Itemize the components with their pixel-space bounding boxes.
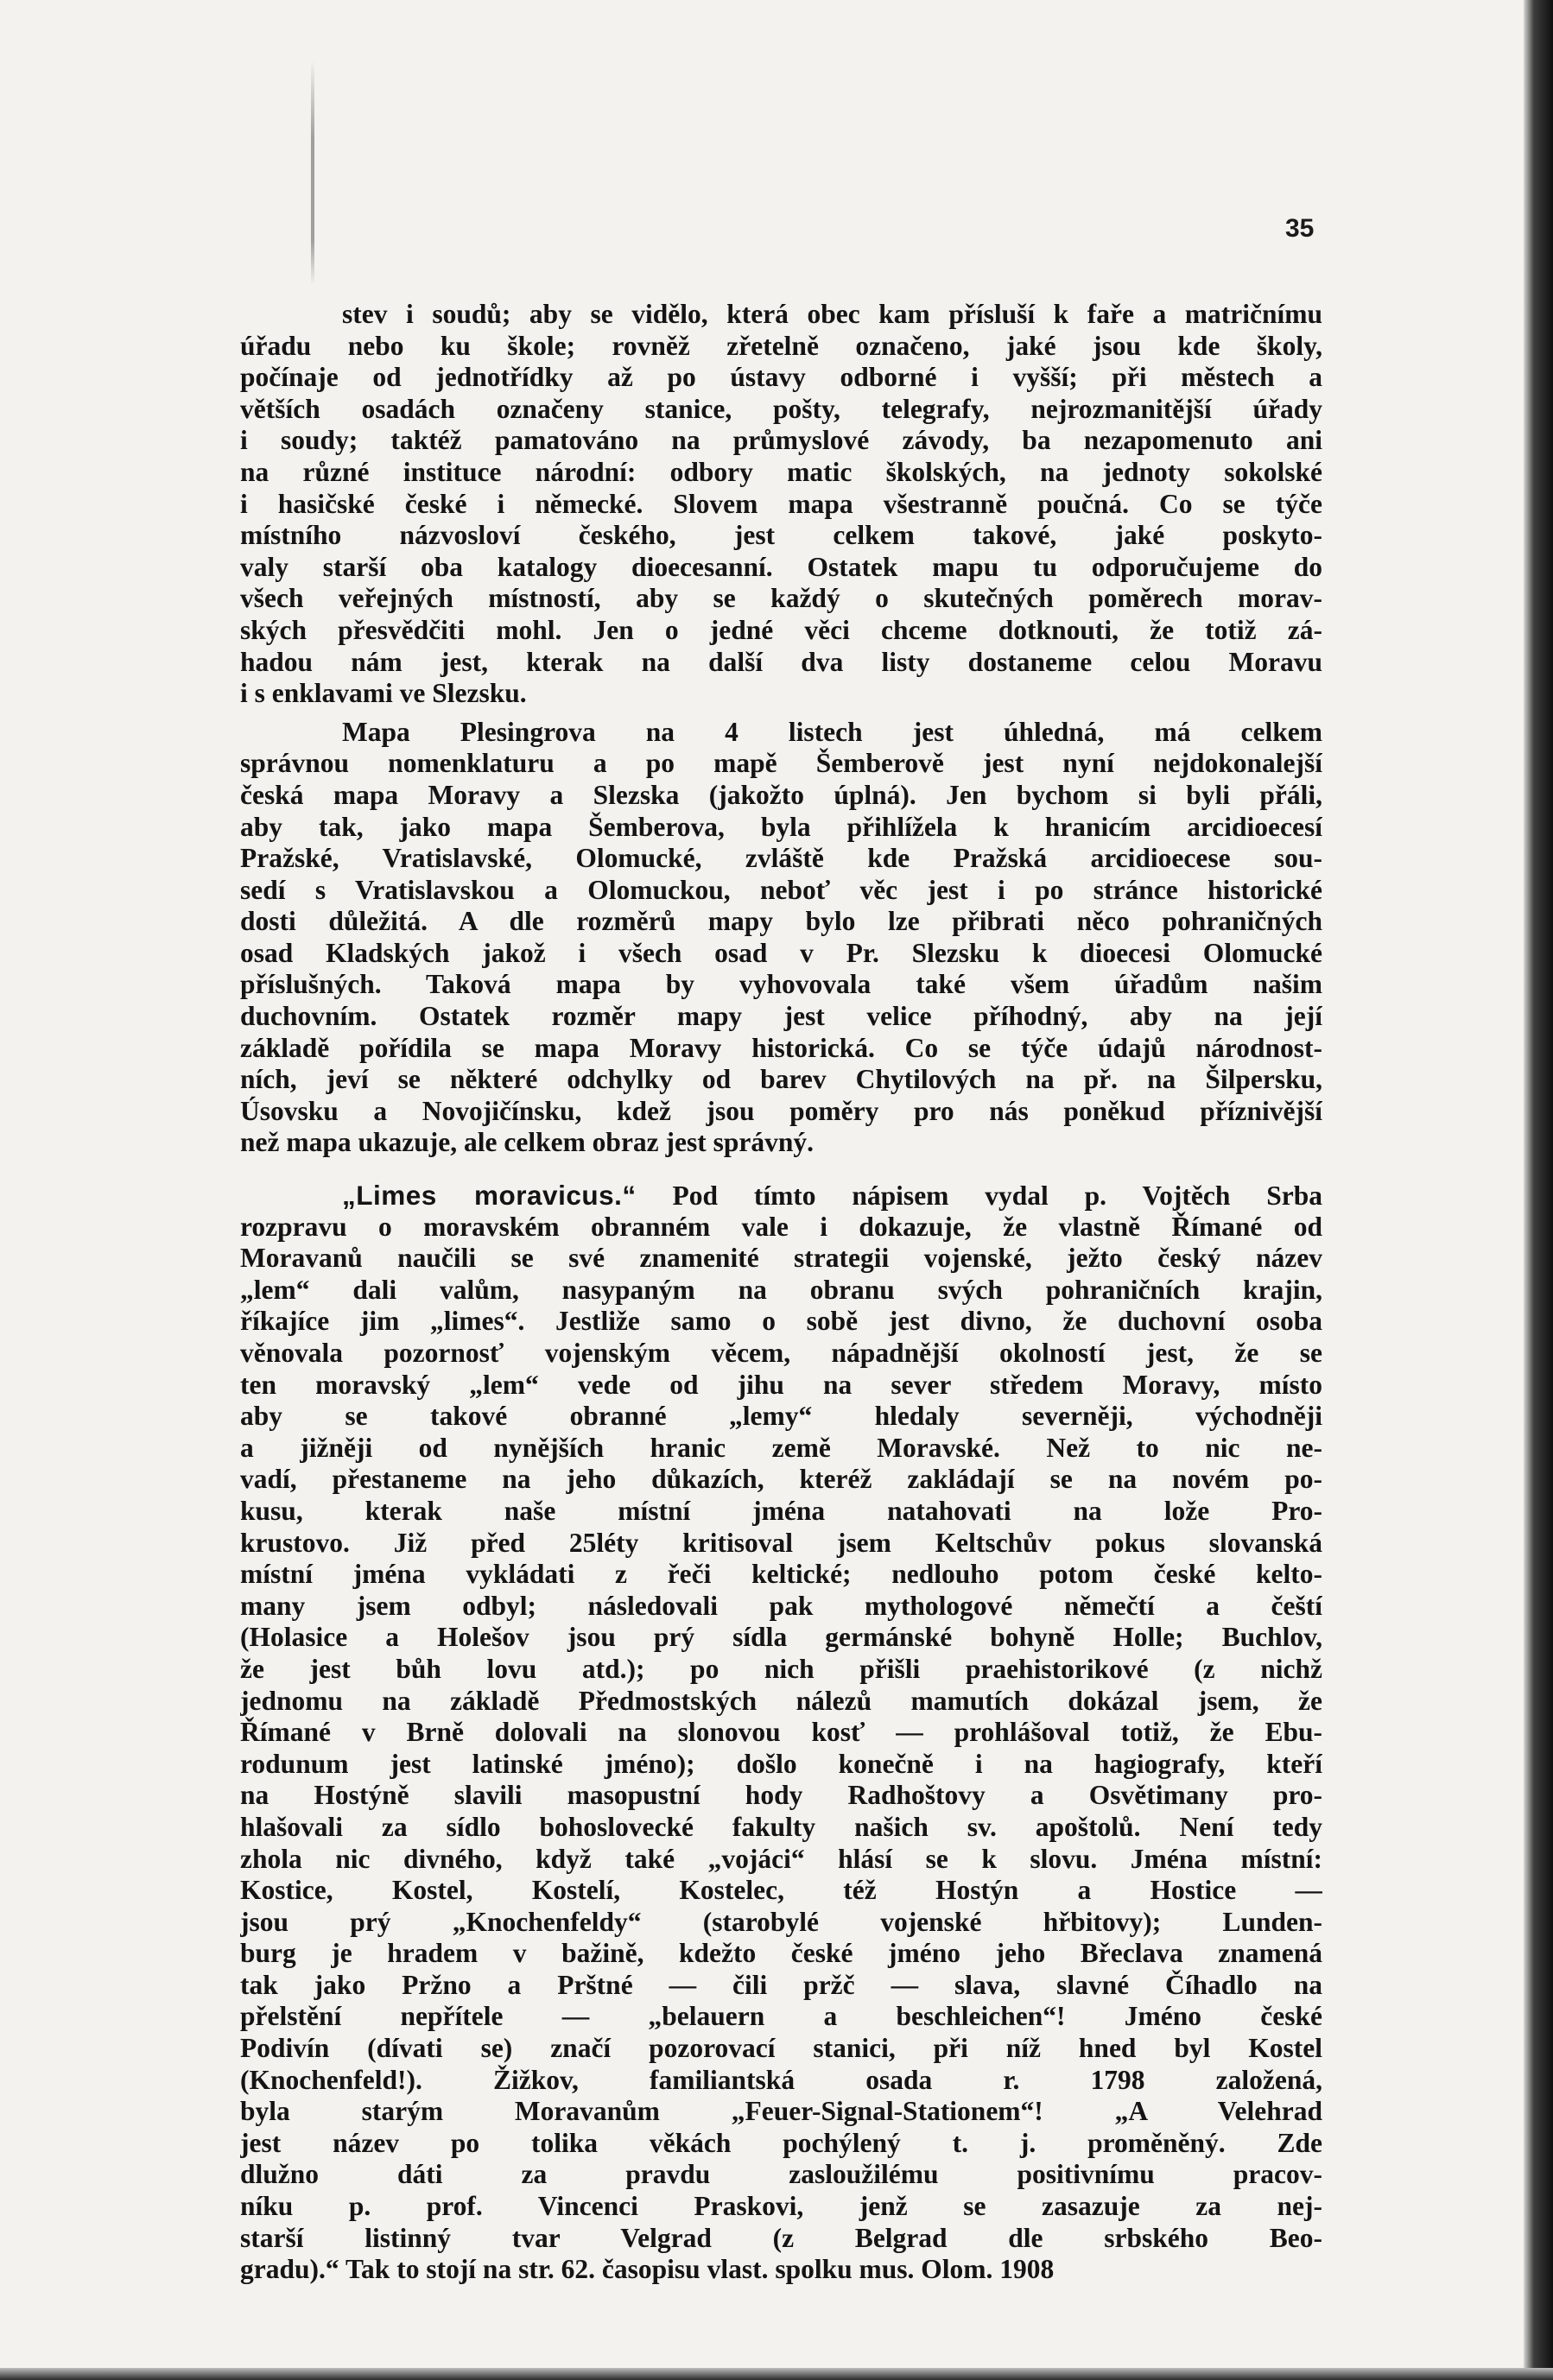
text-line: než mapa ukazuje, ale celkem obraz jest správný. [240,1127,815,1158]
text-line: valy starší oba katalogy dioecesanní. Ostatek mapu tu odporučujeme do [240,551,1322,582]
text-line: úřadu nebo ku škole; rovněž zřetelně označeno, jaké jsou kde školy, [240,330,1322,361]
text-line: „lem“ dali valům, nasypaným na obranu svých pohraničních krajin, [240,1274,1322,1305]
scan-edge-right [1524,0,1553,2380]
text-line: říkajíce jim „limes“. Jestliže samo o sobě jest divno, že duchovní osoba [240,1306,1322,1337]
text-line: jednomu na základě Předmostských nálezů mamutích dokázal jsem, že [240,1685,1322,1716]
text-line: níku p. prof. Vincenci Praskovi, jenž se zasazuje za nej- [240,2191,1322,2222]
text-line: jest název po tolika věkách pochýlený t. j. proměněný. Zde [240,2127,1322,2158]
text-line: místního názvosloví českého, jest celkem takové, jaké poskyto- [240,520,1322,551]
text-line: přelstění nepřítele — „belauern a beschleichen“! Jméno české [240,2001,1322,2032]
text-line: dosti důležitá. A dle rozměrů mapy bylo lze přibrati něco pohraničných [240,906,1322,937]
text-line: ních, jeví se některé odchylky od barev Chytilových na př. na Šilpersku, [240,1064,1322,1095]
text-block [240,299,1322,2286]
text-line: že jest bůh lovu atd.); po nich přišli praehistorikové (z nichž [240,1653,1322,1684]
text-line: česká mapa Moravy a Slezska (jakožto úplná). Jen bychom si byli přáli, [240,779,1322,810]
text-line: tak jako Pržno a Prštné — čili pržč — slava, slavné Číhadlo na [240,1969,1322,2000]
text-line: větších osadách označeny stanice, pošty, telegrafy, nejrozmanitější úřady [240,393,1322,424]
binding-shadow-mark [311,60,314,285]
text-line: a jižněji od nynějších hranic země Moravské. Než to nic ne- [240,1432,1322,1463]
text-line: vadí, přestaneme na jeho důkazích, kteréž zakládají se na novém po- [240,1464,1322,1495]
text-line: osad Kladských jakož i všech osad v Pr. Slezsku k dioecesi Olomucké [240,937,1322,968]
text-line [240,1180,1322,1212]
text-line: (Knochenfeld!). Žižkov, familiantská osada r. 1798 založená, [240,2064,1322,2095]
text-line: aby tak, jako mapa Šemberova, byla přihlížela k hranicím arcidioecesí [240,811,1322,842]
paragraph-limes-moravicus [240,1180,1322,2286]
text-line: Moravanů naučili se své znamenité strategii vojenské, ježto český název [240,1243,1322,1274]
text-line: dlužno dáti za pravdu zasloužilému positivnímu pracov- [240,2159,1322,2190]
text-line: krustovo. Již před 25léty kritisoval jsem Keltschův pokus slovanská [240,1527,1322,1558]
text-line: rozpravu o moravském obranném vale i dokazuje, že vlastně Římané od [240,1211,1322,1242]
text-line-content: Pod tímto nápisem vydal p. Vojtěch Srba [636,1181,1322,1212]
text-line: příslušných. Taková mapa by vyhovovala také všem úřadům našim [240,969,1322,1000]
text-line: počínaje od jednotřídky až po ústavy odborné i vyšší; při městech a [240,362,1322,393]
text-line: na různé instituce národní: odbory matic školských, na jednoty sokolské [240,456,1322,487]
text-line: Pražské, Vratislavské, Olomucké, zvláště kde Pražská arcidioecese sou- [240,843,1322,874]
text-line: byla starým Moravanům „Feuer-Signal-Stationem“! „A Velehrad [240,2096,1322,2127]
paragraph-plesinger-map [240,717,1322,1159]
text-line: všech veřejných místností, aby se každý o skutečných poměrech morav- [240,583,1322,614]
text-line: burg je hradem v bažině, kdežto české jméno jeho Břeclava znamená [240,1938,1322,1969]
page-number: 35 [1285,214,1315,243]
text-line: sedí s Vratislavskou a Olomuckou, neboť věc jest i po stránce historické [240,874,1322,905]
text-line: zhola nic divného, když také „vojáci“ hlásí se k slovu. Jména místní: [240,1843,1322,1874]
text-line: i hasičské české i německé. Slovem mapa všestranně poučná. Co se týče [240,488,1322,519]
text-line: hadou nám jest, kterak na další dva listy dostaneme celou Moravu [240,646,1322,677]
text-line: hlašovali za sídlo bohoslovecké fakulty našich sv. apoštolů. Není tedy [240,1811,1322,1842]
text-line: rodunum jest latinské jméno); došlo konečně i na hagiografy, kteří [240,1748,1322,1779]
text-line: (Holasice a Holešov jsou prý sídla germánské bohyně Holle; Buchlov, [240,1622,1322,1653]
text-line: základě pořídila se mapa Moravy historická. Co se týče údajů národnost- [240,1032,1322,1063]
text-line: Podivín (dívati se) značí pozorovací stanici, při níž hned byl Kostel [240,2033,1322,2064]
text-line: správnou nomenklaturu a po mapě Šemberově jest nyní nejdokonalejší [240,748,1322,779]
text-line: i s enklavami ve Slezsku. [240,678,527,709]
text-line: Kostice, Kostel, Kostelí, Kostelec, též Hostýn a Hostice — [240,1875,1322,1906]
text-line: i soudy; taktéž pamatováno na průmyslové závody, ba nezapomenuto ani [240,425,1322,456]
text-line: Úsovsku a Novojičínsku, kdež jsou poměry pro nás poněkud příznivější [240,1095,1322,1126]
text-line: místní jména vykládati z řeči keltické; nedlouho potom české kelto- [240,1559,1322,1590]
text-line: many jsem odbyl; následovali pak mythologové němečtí a čeští [240,1590,1322,1621]
scan-edge-bottom [0,2368,1553,2380]
text-line: Mapa Plesingrova na 4 listech jest úhledná, má celkem [342,716,1322,747]
section-heading: „Limes moravicus.“ [342,1180,637,1212]
text-line: ten moravský „lem“ vede od jihu na sever středem Moravy, místo [240,1369,1322,1400]
text-line: věnovala pozornosť vojenským věcem, nápadnější okolností jest, že se [240,1338,1322,1368]
text-line: ských přesvědčiti mohl. Jen o jedné věci chceme dotknouti, že totiž zá- [240,614,1322,645]
text-line: aby se takové obranné „lemy“ hledaly severněji, východněji [240,1401,1322,1432]
text-line: gradu).“ Tak to stojí na str. 62. časopisu vlast. spolku mus. Olom. 1908 [240,2254,1055,2285]
text-line: na Hostýně slavili masopustní hody Radhoštovy a Osvětimany pro- [240,1780,1322,1811]
text-line: kusu, kterak naše místní jména natahovati na lože Pro- [240,1495,1322,1526]
text-line: duchovním. Ostatek rozměr mapy jest velice příhodný, aby na její [240,1001,1322,1032]
text-line: starší listinný tvar Velgrad (z Belgrad dle srbského Beo- [240,2222,1322,2253]
text-line: Římané v Brně dolovali na slonovou kosť — prohlášoval totiž, že Ebu- [240,1717,1322,1748]
paragraph-map-description [240,299,1322,710]
text-line: jsou prý „Knochenfeldy“ (starobylé vojenské hřbitovy); Lunden- [240,1906,1322,1937]
text-line: stev i soudů; aby se vidělo, která obec kam přísluší k faře a matričnímu [342,299,1322,329]
